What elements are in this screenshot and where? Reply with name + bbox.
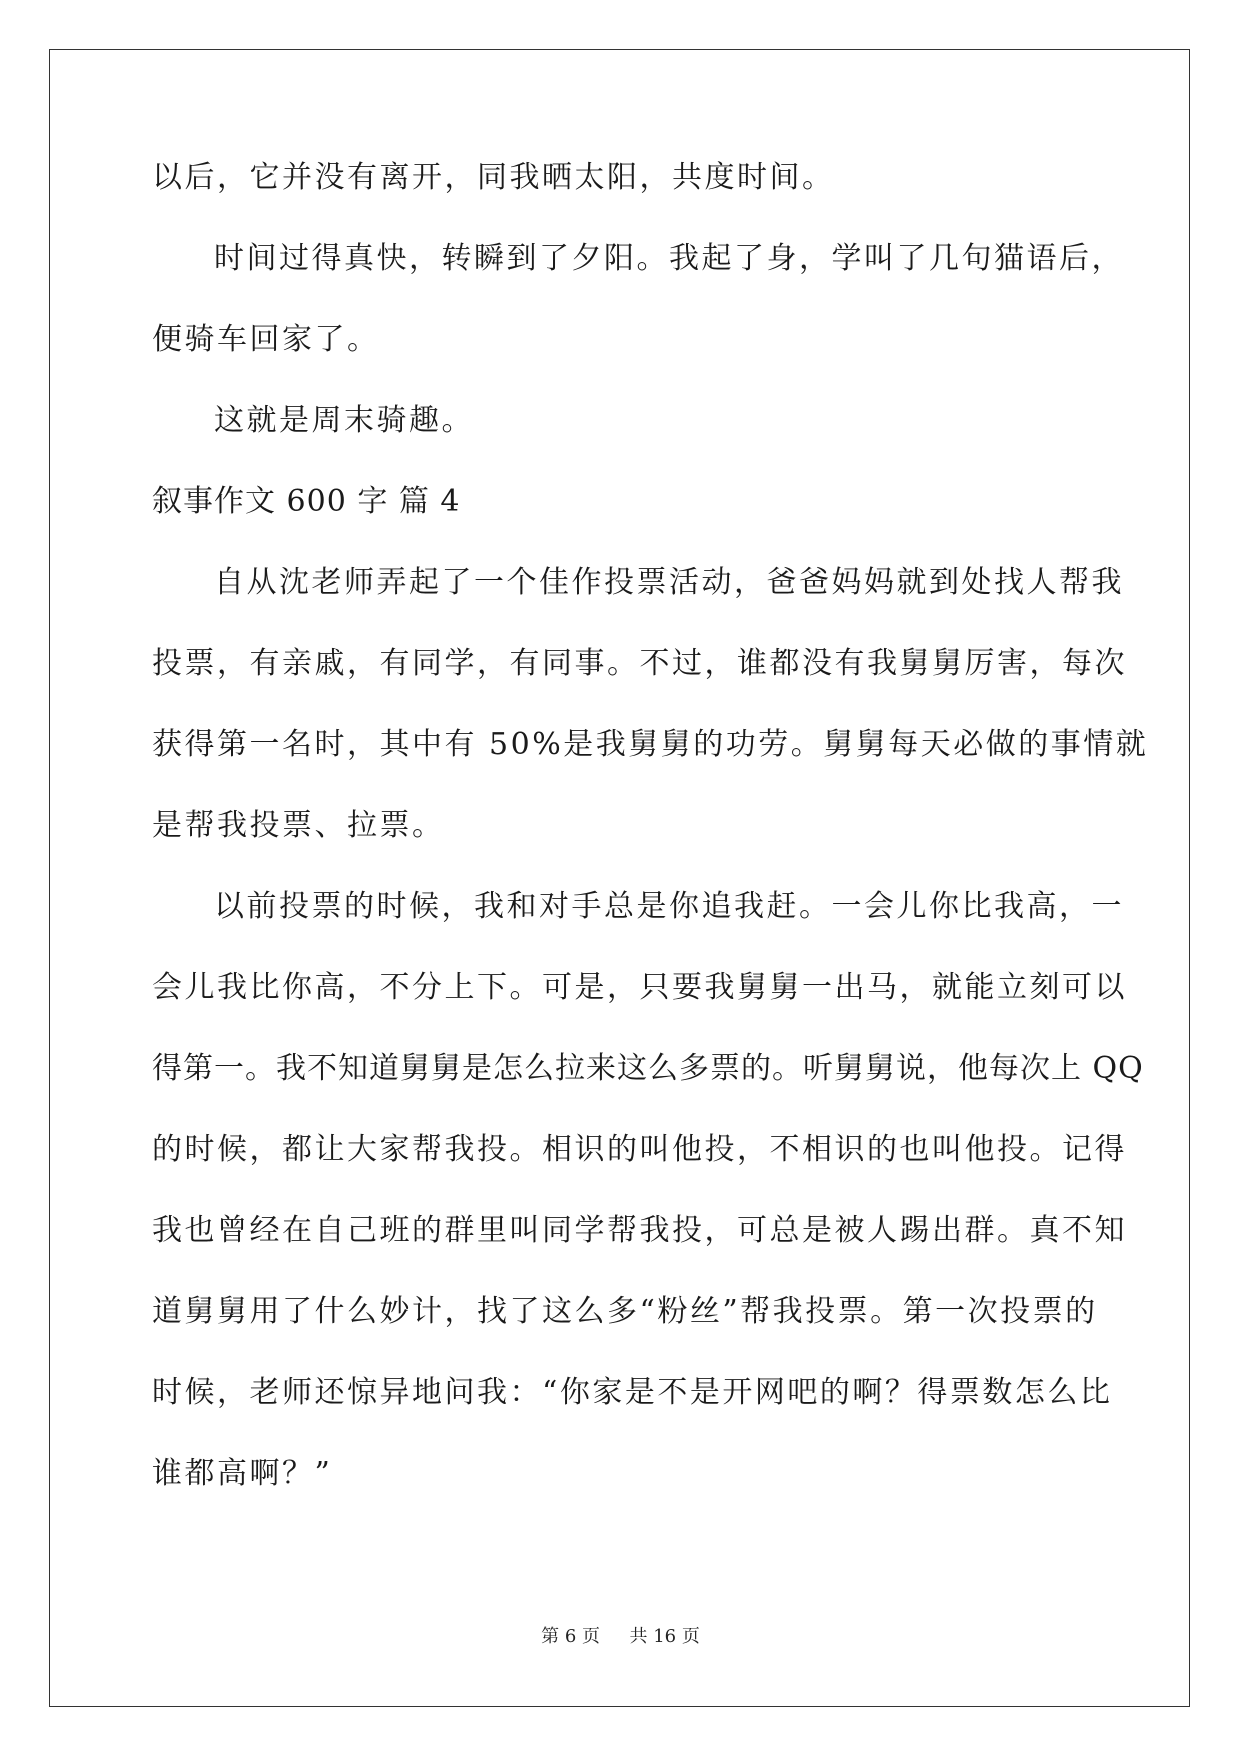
document-body <box>152 160 1149 1540</box>
text-line: 的时候，都让大家帮我投。相识的叫他投，不相识的也叫他投。记得 <box>152 1132 1127 1167</box>
text-line: 会儿我比你高，不分上下。可是，只要我舅舅一出马，就能立刻可以 <box>152 970 1127 1005</box>
text-line: 以后，它并没有离开，同我晒太阳，共度时间。 <box>152 160 835 195</box>
text-line: 时候，老师还惊异地问我：“你家是不是开网吧的啊？得票数怎么比 <box>152 1375 1113 1410</box>
text-line: 我也曾经在自己班的群里叫同学帮我投，可总是被人踢出群。真不知 <box>152 1213 1127 1248</box>
text-line: 自从沈老师弄起了一个佳作投票活动，爸爸妈妈就到处找人帮我 <box>214 565 1124 600</box>
text-line: 是帮我投票、拉票。 <box>152 808 445 843</box>
text-line: 投票，有亲戚，有同学，有同事。不过，谁都没有我舅舅厉害，每次 <box>152 646 1127 681</box>
text-line: 以前投票的时候，我和对手总是你追我赶。一会儿你比我高，一 <box>214 889 1124 924</box>
page-footer <box>0 1622 1241 1648</box>
page-number: 第 6 页 <box>541 1626 601 1647</box>
text-line: 便骑车回家了。 <box>152 322 380 357</box>
text-line: 时间过得真快，转瞬到了夕阳。我起了身，学叫了几句猫语后， <box>214 241 1124 276</box>
page-total: 共 16 页 <box>629 1626 700 1647</box>
section-heading: 叙事作文 600 字 篇 4 <box>152 484 461 519</box>
text-line: 道舅舅用了什么妙计，找了这么多“粉丝”帮我投票。第一次投票的 <box>152 1294 1098 1329</box>
text-line: 这就是周末骑趣。 <box>214 403 474 438</box>
text-line: 谁都高啊？” <box>152 1456 333 1491</box>
text-line: 获得第一名时，其中有 50%是我舅舅的功劳。舅舅每天必做的事情就 <box>152 727 1149 762</box>
text-line: 得第一。我不知道舅舅是怎么拉来这么多票的。听舅舅说，他每次上 QQ <box>152 1051 1144 1086</box>
